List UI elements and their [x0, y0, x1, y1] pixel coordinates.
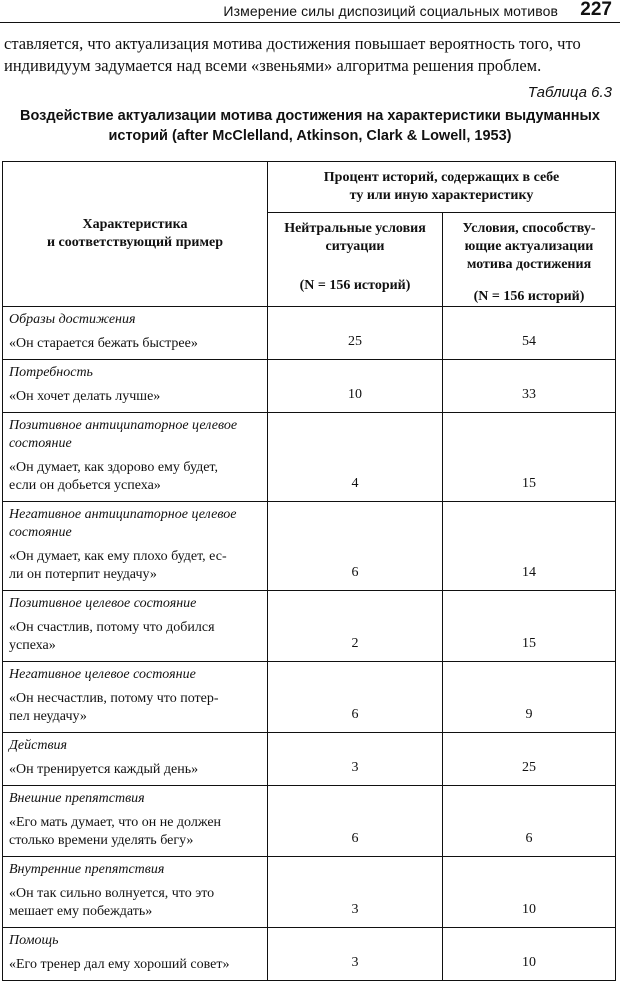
running-head: [0, 0, 620, 23]
body-paragraph: [4, 33, 616, 77]
table-row: [3, 928, 616, 981]
page-number: 227: [580, 0, 612, 20]
category-line: Внешние препятствия: [9, 791, 145, 806]
category-line: Позитивное антиципаторное целевое: [9, 418, 238, 433]
characteristic-cell: [3, 502, 268, 591]
table-row: [3, 733, 616, 786]
example-line: «Он хочет делать лучше»: [9, 389, 161, 404]
category-label: [9, 932, 261, 950]
category-line: Позитивное целевое состояние: [9, 596, 197, 611]
category-label: [9, 595, 261, 613]
table-row: [3, 662, 616, 733]
category-line: Негативное антиципаторное целевое: [9, 507, 237, 522]
example-line: «Он думает, как ему плохо будет, ес-: [9, 549, 227, 564]
category-line: Потребность: [9, 365, 93, 380]
example-line: столько времени уделять бегу»: [9, 833, 194, 848]
table-row: [3, 857, 616, 928]
neutral-value: 6: [268, 662, 443, 733]
example-line: пел неудачу»: [9, 709, 87, 724]
header-neutral-line: ситуации: [325, 239, 385, 254]
example-line: «Он старается бежать быстрее»: [9, 336, 198, 351]
characteristic-cell: [3, 786, 268, 857]
caption-line: Воздействие актуализации мотива достижения на характеристики выдуманных: [20, 108, 600, 124]
arousal-value: 15: [443, 413, 616, 502]
caption-line: историй (after McClelland, Atkinson, Clark & Lowell, 1953): [108, 128, 512, 144]
arousal-value: 15: [443, 591, 616, 662]
neutral-value: 3: [268, 733, 443, 786]
example-line: «Он счастлив, потому что добился: [9, 620, 215, 635]
characteristic-cell: [3, 857, 268, 928]
category-line: Внутренние препятствия: [9, 862, 165, 877]
characteristic-cell: [3, 733, 268, 786]
category-label: [9, 790, 261, 808]
example-line: успеха»: [9, 638, 56, 653]
header-characteristic-line: Характеристика: [82, 217, 188, 232]
characteristic-cell: [3, 360, 268, 413]
body-line: индивидуум задумается над всеми «звеньями» алгоритма решения проблем.: [4, 56, 542, 75]
category-line: Действия: [9, 738, 68, 753]
category-label: [9, 364, 261, 382]
example-text: [9, 388, 261, 406]
table-header: [3, 162, 616, 307]
body-line: ставляется, что актуализация мотива достижения повышает вероятность того, что: [4, 34, 581, 53]
arousal-value: 6: [443, 786, 616, 857]
header-arousal-line: ющие актуализации: [464, 239, 594, 254]
category-label: [9, 506, 261, 542]
arousal-value: 10: [443, 857, 616, 928]
header-percent-line: ту или иную характеристику: [349, 188, 534, 203]
neutral-value: 3: [268, 857, 443, 928]
example-line: «Он думает, как здорово ему будет,: [9, 460, 219, 475]
arousal-value: 33: [443, 360, 616, 413]
header-neutral: [268, 213, 443, 307]
category-line: Негативное целевое состояние: [9, 667, 196, 682]
running-head-title: Измерение силы диспозиций социальных мотивов: [223, 3, 558, 19]
characteristic-cell: [3, 928, 268, 981]
header-percent-line: Процент историй, содержащих в себе: [323, 170, 560, 185]
header-neutral-n: (N = 156 историй): [299, 278, 411, 293]
header-percent: [268, 162, 616, 213]
neutral-value: 4: [268, 413, 443, 502]
category-line: Образы достижения: [9, 312, 136, 327]
example-text: [9, 761, 261, 779]
table-row: [3, 591, 616, 662]
header-characteristic: [3, 162, 268, 307]
example-line: «Его мать думает, что он не должен: [9, 815, 222, 830]
arousal-value: 25: [443, 733, 616, 786]
category-label: [9, 666, 261, 684]
example-line: «Он несчастлив, потому что потер-: [9, 691, 219, 706]
category-label: [9, 861, 261, 879]
table-row: [3, 502, 616, 591]
category-line: Помощь: [9, 933, 59, 948]
arousal-value: 10: [443, 928, 616, 981]
characteristic-cell: [3, 662, 268, 733]
example-line: «Он так сильно волнуется, что это: [9, 886, 215, 901]
header-arousal-line: мотива достижения: [466, 257, 592, 272]
example-text: [9, 690, 261, 726]
example-line: если он добьется успеха»: [9, 478, 161, 493]
arousal-value: 54: [443, 307, 616, 360]
example-text: [9, 548, 261, 584]
category-label: [9, 417, 261, 453]
header-arousal-line: Условия, способству-: [462, 221, 596, 236]
table-row: [3, 360, 616, 413]
data-table: [2, 161, 616, 981]
header-characteristic-line: и соответствующий пример: [46, 235, 224, 250]
header-arousal: [443, 213, 616, 307]
characteristic-cell: [3, 591, 268, 662]
characteristic-cell: [3, 307, 268, 360]
arousal-value: 9: [443, 662, 616, 733]
arousal-value: 14: [443, 502, 616, 591]
neutral-value: 25: [268, 307, 443, 360]
header-arousal-n: (N = 156 историй): [473, 289, 585, 304]
table-row: [3, 307, 616, 360]
table-row: [3, 413, 616, 502]
header-neutral-line: Нейтральные условия: [284, 221, 426, 236]
table-label: Таблица 6.3: [527, 84, 612, 101]
example-text: [9, 619, 261, 655]
example-text: [9, 335, 261, 353]
category-line: состояние: [9, 436, 72, 451]
category-label: [9, 311, 261, 329]
table-body: [3, 307, 616, 981]
neutral-value: 6: [268, 786, 443, 857]
neutral-value: 3: [268, 928, 443, 981]
neutral-value: 6: [268, 502, 443, 591]
table-row: [3, 786, 616, 857]
example-line: мешает ему побеждать»: [9, 904, 153, 919]
example-text: [9, 814, 261, 850]
example-text: [9, 459, 261, 495]
neutral-value: 10: [268, 360, 443, 413]
category-label: [9, 737, 261, 755]
neutral-value: 2: [268, 591, 443, 662]
table-caption: [0, 106, 620, 146]
example-line: ли он потерпит неудачу»: [9, 567, 157, 582]
example-text: [9, 956, 261, 974]
example-line: «Он тренируется каждый день»: [9, 762, 199, 777]
example-text: [9, 885, 261, 921]
example-line: «Его тренер дал ему хороший совет»: [9, 957, 230, 972]
category-line: состояние: [9, 525, 72, 540]
characteristic-cell: [3, 413, 268, 502]
